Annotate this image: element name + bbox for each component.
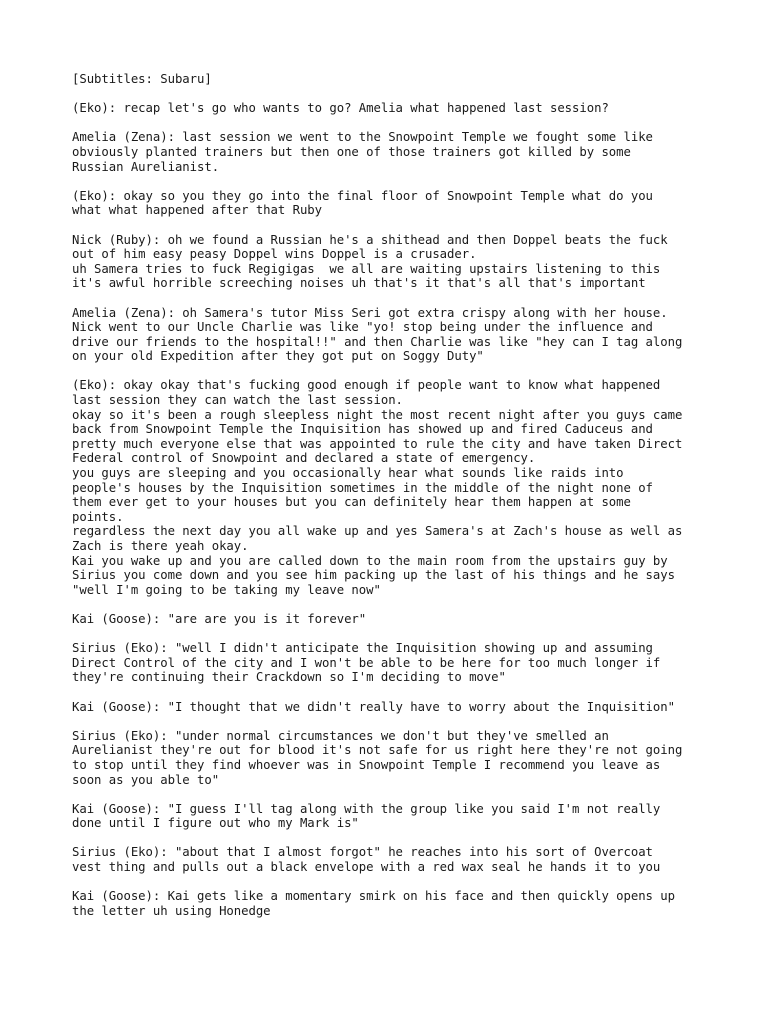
transcript-line: on your old Expedition after they got put on Soggy Duty" [72,349,484,364]
transcript-line: drive our friends to the hospital!!" and then Charlie was like "hey can I tag along [72,334,683,349]
transcript-paragraph [72,72,712,87]
transcript-paragraph [72,130,712,174]
transcript-line: pretty much everyone else that was appointed to rule the city and have taken Direct [72,436,683,451]
transcript-line: vest thing and pulls out a black envelope with a red wax seal he hands it to you [72,860,661,875]
transcript-line: you guys are sleeping and you occasionally hear what sounds like raids into [72,466,624,481]
transcript-line: out of him easy peasy Doppel wins Doppel is a crusader. [72,247,477,262]
transcript-line: done until I figure out who my Mark is" [72,816,359,831]
transcript-line: regardless the next day you all wake up and yes Samera's at Zach's house as well as [72,524,683,539]
transcript-line: people's houses by the Inquisition sometimes in the middle of the night none of [72,480,653,495]
transcript-paragraph [72,189,712,218]
transcript-paragraph [72,641,712,685]
transcript-paragraph [72,729,712,787]
transcript-paragraph [72,612,712,627]
transcript-line: "well I'm going to be taking my leave now" [72,582,381,597]
transcript-line: points. [72,509,124,524]
transcript-line: they're continuing their Crackdown so I'm deciding to move" [72,670,506,685]
transcript-line: the letter uh using Honedge [72,903,271,918]
transcript-line: (Eko): okay okay that's fucking good enough if people want to know what happened [72,378,661,393]
transcript-line: Sirius (Eko): "about that I almost forgot" he reaches into his sort of Overcoat [72,845,653,860]
transcript-paragraph [72,378,712,597]
transcript-paragraph [72,233,712,291]
transcript-paragraph [72,845,712,874]
transcript-line: Sirius (Eko): "under normal circumstances we don't but they've smelled an [72,728,609,743]
transcript-line: Amelia (Zena): last session we went to the Snowpoint Temple we fought some like [72,130,653,145]
transcript-line: [Subtitles: Subaru] [72,72,212,86]
transcript-paragraph [72,802,712,831]
transcript-line: them ever get to your houses but you can definitely hear them happen at some [72,495,631,510]
transcript-line: Russian Aurelianist. [72,159,220,174]
transcript-line: obviously planted trainers but then one of those trainers got killed by some [72,144,631,159]
transcript-line: last session they can watch the last session. [72,393,403,408]
transcript-line: Nick went to our Uncle Charlie was like "yo! stop being under the influence and [72,320,653,335]
transcript-line: Federal control of Snowpoint and declared a state of emergency. [72,451,536,466]
transcript-line: Kai (Goose): "I guess I'll tag along with the group like you said I'm not really [72,801,661,816]
transcript-line: Amelia (Zena): oh Samera's tutor Miss Seri got extra crispy along with her house. [72,305,668,320]
transcript-line: Sirius (Eko): "well I didn't anticipate the Inquisition showing up and assuming [72,641,653,656]
transcript-line: okay so it's been a rough sleepless night the most recent night after you guys came [72,407,683,422]
transcript-line: Sirius you come down and you see him packing up the last of his things and he says [72,568,675,583]
transcript-line: back from Snowpoint Temple the Inquisition has showed up and fired Caduceus and [72,422,653,437]
transcript-line: what what happened after that Ruby [72,203,323,218]
transcript-line: Aurelianist they're out for blood it's not safe for us right here they're not going [72,743,683,758]
transcript-line: Nick (Ruby): oh we found a Russian he's a shithead and then Doppel beats the fuck [72,232,668,247]
transcript-line: Direct Control of the city and I won't be able to be here for too much longer if [72,655,661,670]
transcript-line: uh Samera tries to fuck Regigigas we all are waiting upstairs listening to this [72,261,661,276]
transcript-line: Kai (Goose): "I thought that we didn't really have to worry about the Inquisition" [72,699,675,714]
transcript-paragraph [72,700,712,715]
transcript-line: Kai (Goose): "are are you is it forever" [72,611,367,626]
transcript-line: (Eko): okay so you they go into the final floor of Snowpoint Temple what do you [72,188,653,203]
transcript-line: Kai you wake up and you are called down to the main room from the upstairs guy by [72,553,668,568]
transcript-paragraph [72,101,712,116]
transcript-line: soon as you able to" [72,772,220,787]
transcript-line: it's awful horrible screeching noises uh that's it that's all that's important [72,276,646,291]
transcript-line: Kai (Goose): Kai gets like a momentary smirk on his face and then quickly opens up [72,889,675,904]
transcript-paragraph [72,306,712,364]
transcript-line: to stop until they find whoever was in Snowpoint Temple I recommend you leave as [72,757,661,772]
transcript-line: (Eko): recap let's go who wants to go? Amelia what happened last session? [72,101,609,116]
document-page [72,72,712,933]
transcript-paragraph [72,889,712,918]
transcript-line: Zach is there yeah okay. [72,539,249,553]
